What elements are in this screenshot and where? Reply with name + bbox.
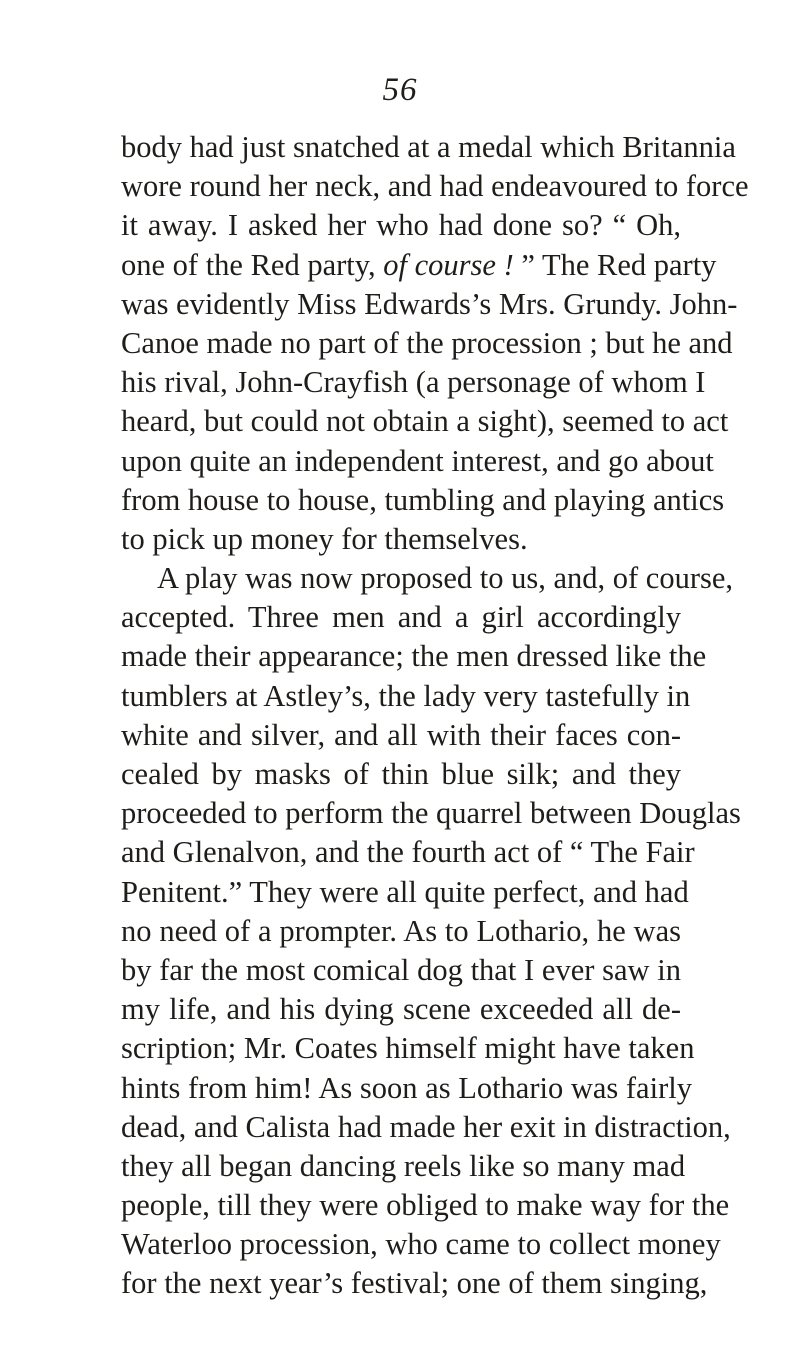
text-run: one of the Red party, (121, 247, 384, 282)
text-line: no need of a prompter. As to Lothario, he was (121, 913, 681, 948)
text-line: dead, and Calista had made her exit in distraction, (121, 1109, 731, 1144)
text-line: they all began dancing reels like so many mad (121, 1148, 686, 1183)
text-line: made their appearance; the men dressed like the (121, 639, 707, 674)
body-text (121, 128, 749, 1304)
text-line: it away. I asked her who had done so? “ Oh, (121, 208, 681, 243)
text-line (121, 246, 717, 285)
text-line: white and silver, and all with their faces con- (121, 717, 681, 752)
text-line: cealed by masks of thin blue silk; and they (121, 757, 681, 791)
text-line: proceeded to perform the quarrel between Douglas (121, 796, 741, 831)
text-line: his rival, John-Crayfish (a personage of whom I (121, 365, 706, 400)
text-line: by far the most comical dog that I ever saw in (121, 952, 681, 987)
italic-phrase: of course ! (383, 247, 514, 282)
text-line: heard, but could not obtain a sight), seemed to act (121, 404, 729, 439)
text-line: Waterloo procession, who came to collect money (121, 1227, 721, 1262)
page-number: 56 (382, 72, 418, 108)
text-line: tumblers at Astley’s, the lady very tastefully in (121, 678, 691, 713)
text-line: Penitent.” They were all quite perfect, and had (121, 874, 689, 909)
text-line: people, till they were obliged to make way for the (121, 1188, 730, 1223)
text-line: my life, and his dying scene exceeded all de- (121, 992, 681, 1027)
text-line: from house to house, tumbling and playing antics (121, 482, 725, 517)
text-line: and Glenalvon, and the fourth act of “ The Fair (121, 835, 695, 870)
paragraph-start-line: A play was now proposed to us, and, of course, (157, 561, 734, 596)
paragraph-end-line: to pick up money for themselves. (121, 521, 528, 556)
text-line: Canoe made no part of the procession ; but he and (121, 325, 733, 360)
text-run: ” The Red party (513, 247, 717, 282)
text-line: wore round her neck, and had endeavoured to force (121, 169, 749, 204)
text-line: scription; Mr. Coates himself might have taken (121, 1031, 695, 1066)
text-line: accepted. Three men and a girl accordingly (121, 600, 681, 635)
text-line: for the next year’s festival; one of them singing, (121, 1266, 708, 1301)
text-line: body had just snatched at a medal which Britannia (121, 130, 736, 164)
text-line: was evidently Miss Edwards’s Mrs. Grundy. John- (121, 286, 738, 321)
text-line: hints from him! As soon as Lothario was fairly (121, 1070, 692, 1105)
text-line: upon quite an independent interest, and go about (121, 443, 714, 478)
